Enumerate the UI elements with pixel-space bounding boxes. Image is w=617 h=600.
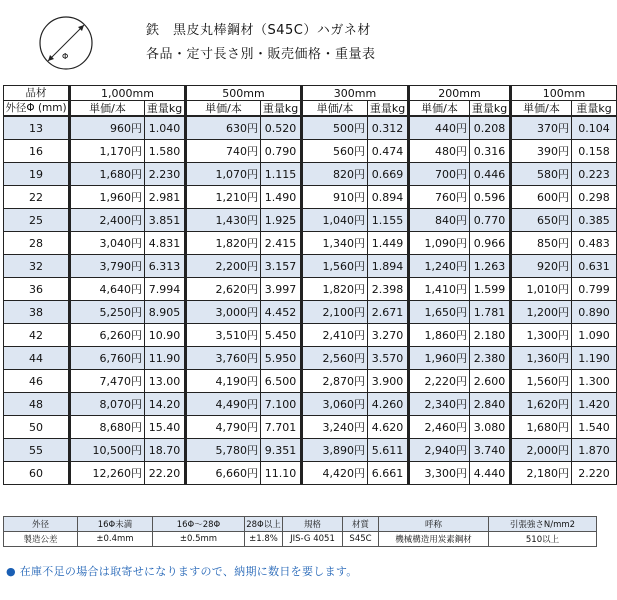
table-row (4, 393, 617, 416)
table-row (4, 439, 617, 462)
price-cell: 1,090円 (409, 232, 470, 255)
weight-cell: 0.223 (572, 163, 617, 186)
table-row (4, 278, 617, 301)
price-cell: 840円 (409, 209, 470, 232)
price-cell: 2,560円 (302, 347, 368, 370)
weight-cell: 0.474 (368, 140, 409, 163)
price-cell: 3,760円 (186, 347, 261, 370)
weight-cell: 15.40 (145, 416, 186, 439)
weight-cell: 2.380 (470, 347, 511, 370)
spec-label-diameter: 外径 (4, 517, 78, 532)
weight-cell: 3.900 (368, 370, 409, 393)
weight-cell: 1.190 (572, 347, 617, 370)
round-bar-diameter-icon (38, 15, 94, 71)
table-row (4, 232, 617, 255)
weight-cell: 0.890 (572, 301, 617, 324)
price-cell: 3,060円 (302, 393, 368, 416)
price-cell: 2,870円 (302, 370, 368, 393)
price-cell: 1,650円 (409, 301, 470, 324)
weight-cell: 3.270 (368, 324, 409, 347)
table-row (4, 255, 617, 278)
diameter-cell: 48 (4, 393, 70, 416)
weight-cell: 0.483 (572, 232, 617, 255)
price-cell: 6,260円 (70, 324, 145, 347)
spec-label-tolerance: 製造公差 (4, 532, 78, 547)
spec-standard: JIS-G 4051 (283, 532, 343, 547)
price-cell: 2,220円 (409, 370, 470, 393)
weight-cell: 0.966 (470, 232, 511, 255)
price-cell: 500円 (302, 116, 368, 140)
price-cell: 2,100円 (302, 301, 368, 324)
weight-cell: 0.596 (470, 186, 511, 209)
weight-cell: 13.00 (145, 370, 186, 393)
price-cell: 3,240円 (302, 416, 368, 439)
price-cell: 1,170円 (70, 140, 145, 163)
weight-header: 重量kg (261, 101, 302, 117)
price-header: 単価/本 (186, 101, 261, 117)
corner-diameter: 外径Φ (mm) (4, 101, 70, 117)
header-row-columns (4, 101, 617, 117)
spec-name: 機械構造用炭素鋼材 (379, 532, 489, 547)
price-cell: 1,240円 (409, 255, 470, 278)
price-cell: 820円 (302, 163, 368, 186)
spec-label-standard: 規格 (283, 517, 343, 532)
spec-16-28: 16Φ〜28Φ (153, 517, 245, 532)
diameter-cell: 19 (4, 163, 70, 186)
price-cell: 700円 (409, 163, 470, 186)
price-cell: 3,040円 (70, 232, 145, 255)
price-cell: 3,890円 (302, 439, 368, 462)
price-cell: 2,000円 (511, 439, 572, 462)
price-cell: 440円 (409, 116, 470, 140)
weight-cell: 4.620 (368, 416, 409, 439)
weight-cell: 18.70 (145, 439, 186, 462)
table-row (4, 324, 617, 347)
weight-cell: 6.313 (145, 255, 186, 278)
weight-cell: 7.994 (145, 278, 186, 301)
length-header: 500mm (186, 86, 302, 101)
weight-cell: 0.104 (572, 116, 617, 140)
weight-cell: 0.770 (470, 209, 511, 232)
diameter-cell: 36 (4, 278, 70, 301)
weight-cell: 0.298 (572, 186, 617, 209)
weight-cell: 2.220 (572, 462, 617, 485)
price-cell: 1,860円 (409, 324, 470, 347)
weight-cell: 3.740 (470, 439, 511, 462)
table-row (4, 163, 617, 186)
length-header: 1,000mm (70, 86, 186, 101)
spec-label-strength: 引張強さN/mm2 (489, 517, 597, 532)
weight-header: 重量kg (145, 101, 186, 117)
weight-cell: 3.851 (145, 209, 186, 232)
price-cell: 390円 (511, 140, 572, 163)
price-cell: 3,510円 (186, 324, 261, 347)
price-cell: 1,200円 (511, 301, 572, 324)
weight-cell: 1.490 (261, 186, 302, 209)
diameter-cell: 42 (4, 324, 70, 347)
weight-cell: 0.894 (368, 186, 409, 209)
table-row (4, 116, 617, 140)
price-cell: 650円 (511, 209, 572, 232)
price-cell: 8,680円 (70, 416, 145, 439)
price-cell: 1,560円 (302, 255, 368, 278)
table-row (4, 416, 617, 439)
price-cell: 6,760円 (70, 347, 145, 370)
weight-cell: 1.300 (572, 370, 617, 393)
weight-cell: 2.398 (368, 278, 409, 301)
diameter-cell: 16 (4, 140, 70, 163)
weight-cell: 0.312 (368, 116, 409, 140)
weight-cell: 1.925 (261, 209, 302, 232)
corner-material: 品材 (4, 86, 70, 101)
weight-cell: 6.500 (261, 370, 302, 393)
price-header: 単価/本 (302, 101, 368, 117)
diameter-cell: 22 (4, 186, 70, 209)
price-cell: 5,250円 (70, 301, 145, 324)
weight-cell: 0.790 (261, 140, 302, 163)
weight-cell: 1.040 (145, 116, 186, 140)
weight-cell: 0.158 (572, 140, 617, 163)
price-cell: 850円 (511, 232, 572, 255)
price-cell: 1,960円 (409, 347, 470, 370)
price-cell: 580円 (511, 163, 572, 186)
price-cell: 630円 (186, 116, 261, 140)
price-cell: 2,620円 (186, 278, 261, 301)
weight-cell: 9.351 (261, 439, 302, 462)
weight-cell: 4.452 (261, 301, 302, 324)
weight-cell: 6.661 (368, 462, 409, 485)
price-cell: 1,560円 (511, 370, 572, 393)
weight-cell: 0.799 (572, 278, 617, 301)
length-header: 100mm (511, 86, 617, 101)
weight-cell: 4.440 (470, 462, 511, 485)
price-cell: 2,180円 (511, 462, 572, 485)
table-row (4, 301, 617, 324)
spec-strength: 510以上 (489, 532, 597, 547)
price-cell: 8,070円 (70, 393, 145, 416)
price-cell: 2,400円 (70, 209, 145, 232)
weight-cell: 1.870 (572, 439, 617, 462)
price-weight-table (3, 85, 617, 485)
weight-cell: 0.669 (368, 163, 409, 186)
price-cell: 2,940円 (409, 439, 470, 462)
price-cell: 2,410円 (302, 324, 368, 347)
weight-cell: 0.316 (470, 140, 511, 163)
weight-cell: 1.115 (261, 163, 302, 186)
weight-cell: 11.90 (145, 347, 186, 370)
diameter-symbol: Φ (62, 52, 69, 61)
spec-table (3, 516, 597, 547)
weight-cell: 1.420 (572, 393, 617, 416)
weight-cell: 1.540 (572, 416, 617, 439)
diameter-cell: 50 (4, 416, 70, 439)
price-cell: 3,300円 (409, 462, 470, 485)
weight-cell: 1.263 (470, 255, 511, 278)
weight-cell: 14.20 (145, 393, 186, 416)
weight-header: 重量kg (572, 101, 617, 117)
price-cell: 2,460円 (409, 416, 470, 439)
price-cell: 5,780円 (186, 439, 261, 462)
weight-cell: 4.260 (368, 393, 409, 416)
price-cell: 560円 (302, 140, 368, 163)
price-cell: 1,070円 (186, 163, 261, 186)
table-row (4, 370, 617, 393)
spec-label-material: 材質 (343, 517, 379, 532)
weight-cell: 2.415 (261, 232, 302, 255)
price-cell: 7,470円 (70, 370, 145, 393)
price-cell: 370円 (511, 116, 572, 140)
price-cell: 960円 (70, 116, 145, 140)
price-cell: 10,500円 (70, 439, 145, 462)
weight-header: 重量kg (470, 101, 511, 117)
weight-cell: 1.894 (368, 255, 409, 278)
weight-cell: 1.449 (368, 232, 409, 255)
weight-cell: 3.157 (261, 255, 302, 278)
diameter-cell: 38 (4, 301, 70, 324)
price-cell: 2,200円 (186, 255, 261, 278)
header-row-lengths (4, 86, 617, 101)
price-cell: 1,680円 (511, 416, 572, 439)
weight-cell: 2.600 (470, 370, 511, 393)
price-cell: 760円 (409, 186, 470, 209)
price-cell: 1,430円 (186, 209, 261, 232)
table-row (4, 209, 617, 232)
price-cell: 1,210円 (186, 186, 261, 209)
weight-cell: 5.950 (261, 347, 302, 370)
spec-over28: 28Φ以上 (245, 517, 283, 532)
price-cell: 1,820円 (302, 278, 368, 301)
weight-cell: 2.230 (145, 163, 186, 186)
weight-cell: 0.520 (261, 116, 302, 140)
weight-cell: 1.155 (368, 209, 409, 232)
diameter-cell: 32 (4, 255, 70, 278)
length-header: 200mm (409, 86, 511, 101)
price-cell: 1,960円 (70, 186, 145, 209)
price-cell: 920円 (511, 255, 572, 278)
price-cell: 1,300円 (511, 324, 572, 347)
weight-cell: 8.905 (145, 301, 186, 324)
weight-cell: 2.840 (470, 393, 511, 416)
price-cell: 740円 (186, 140, 261, 163)
weight-cell: 3.080 (470, 416, 511, 439)
diameter-cell: 46 (4, 370, 70, 393)
diameter-cell: 44 (4, 347, 70, 370)
table-row (4, 462, 617, 485)
diameter-cell: 55 (4, 439, 70, 462)
price-cell: 1,040円 (302, 209, 368, 232)
price-cell: 1,340円 (302, 232, 368, 255)
weight-cell: 7.701 (261, 416, 302, 439)
price-cell: 600円 (511, 186, 572, 209)
stock-note: ● 在庫不足の場合は取寄せになりますので、納期に数日を要します。 (6, 565, 358, 578)
spec-under16: 16Φ未満 (78, 517, 153, 532)
price-cell: 4,640円 (70, 278, 145, 301)
diameter-cell: 28 (4, 232, 70, 255)
weight-cell: 2.180 (470, 324, 511, 347)
price-cell: 1,010円 (511, 278, 572, 301)
diameter-cell: 25 (4, 209, 70, 232)
price-cell: 480円 (409, 140, 470, 163)
spec-tol-over28: ±1.8% (245, 532, 283, 547)
weight-header: 重量kg (368, 101, 409, 117)
weight-cell: 1.599 (470, 278, 511, 301)
page-subtitle: 各品・定寸長さ別・販売価格・重量表 (146, 47, 376, 62)
price-cell: 1,360円 (511, 347, 572, 370)
price-cell: 3,790円 (70, 255, 145, 278)
weight-cell: 0.385 (572, 209, 617, 232)
weight-cell: 2.981 (145, 186, 186, 209)
price-cell: 12,260円 (70, 462, 145, 485)
weight-cell: 3.570 (368, 347, 409, 370)
weight-cell: 22.20 (145, 462, 186, 485)
price-header: 単価/本 (511, 101, 572, 117)
weight-cell: 1.090 (572, 324, 617, 347)
page-title: 鉄 黒皮丸棒鋼材（S45C）ハガネ材 (146, 23, 371, 38)
price-header: 単価/本 (70, 101, 145, 117)
weight-cell: 11.10 (261, 462, 302, 485)
price-cell: 1,620円 (511, 393, 572, 416)
price-cell: 1,680円 (70, 163, 145, 186)
weight-cell: 5.611 (368, 439, 409, 462)
weight-cell: 10.90 (145, 324, 186, 347)
weight-cell: 0.446 (470, 163, 511, 186)
price-cell: 6,660円 (186, 462, 261, 485)
price-cell: 4,190円 (186, 370, 261, 393)
price-cell: 1,410円 (409, 278, 470, 301)
price-header: 単価/本 (409, 101, 470, 117)
price-cell: 4,490円 (186, 393, 261, 416)
price-cell: 1,820円 (186, 232, 261, 255)
weight-cell: 5.450 (261, 324, 302, 347)
table-row (4, 347, 617, 370)
diameter-cell: 60 (4, 462, 70, 485)
weight-cell: 1.781 (470, 301, 511, 324)
table-row (4, 140, 617, 163)
price-cell: 910円 (302, 186, 368, 209)
price-cell: 2,340円 (409, 393, 470, 416)
weight-cell: 3.997 (261, 278, 302, 301)
table-row (4, 186, 617, 209)
header (0, 0, 600, 82)
diameter-cell: 13 (4, 116, 70, 140)
spec-material: S45C (343, 532, 379, 547)
price-cell: 3,000円 (186, 301, 261, 324)
weight-cell: 7.100 (261, 393, 302, 416)
length-header: 300mm (302, 86, 409, 101)
spec-tol-16-28: ±0.5mm (153, 532, 245, 547)
spec-tol-under16: ±0.4mm (78, 532, 153, 547)
weight-cell: 4.831 (145, 232, 186, 255)
price-cell: 4,790円 (186, 416, 261, 439)
weight-cell: 0.208 (470, 116, 511, 140)
price-cell: 4,420円 (302, 462, 368, 485)
weight-cell: 2.671 (368, 301, 409, 324)
spec-label-name: 呼称 (379, 517, 489, 532)
weight-cell: 1.580 (145, 140, 186, 163)
weight-cell: 0.631 (572, 255, 617, 278)
